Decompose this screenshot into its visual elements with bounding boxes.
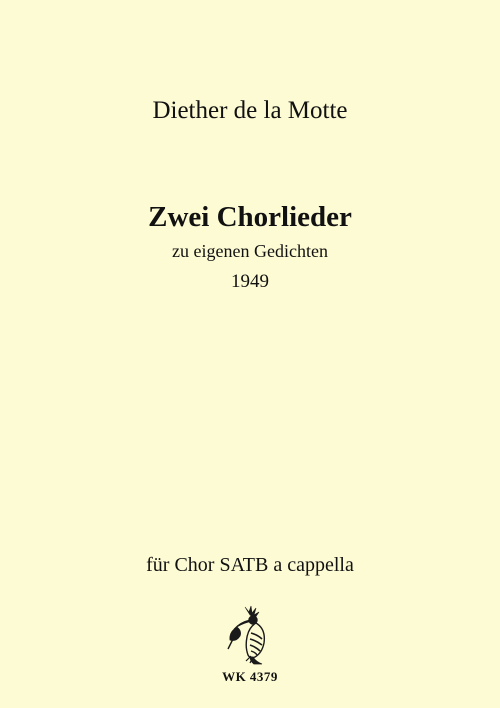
composer-name: Diether de la Motte xyxy=(152,97,348,124)
hoopoe-bird-icon xyxy=(220,605,280,665)
catalog-number: WK 4379 xyxy=(222,669,278,684)
scoring-info: für Chor SATB a cappella xyxy=(146,554,354,576)
composition-year: 1949 xyxy=(231,271,269,292)
work-title: Zwei Chorlieder xyxy=(148,201,352,233)
work-subtitle: zu eigenen Gedichten xyxy=(172,241,328,261)
